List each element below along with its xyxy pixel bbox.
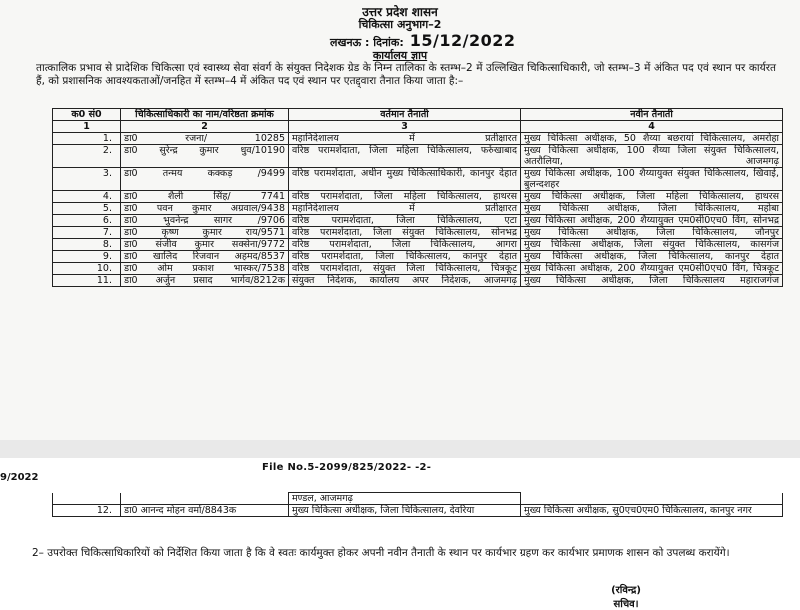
row-current: वरिष्ठ परामर्शदाता, जिला महिला चिकित्सालय, फर्रुखाबाद — [289, 145, 521, 168]
table-header-row — [53, 109, 783, 121]
row-new: मुख्य चिकित्सा अधीक्षक, जिला चिकित्सालय, जौनपुर — [521, 227, 783, 239]
row-sn: 7. — [53, 227, 121, 239]
row-name: डा0 ओम प्रकाश भास्कर/7538 — [121, 263, 289, 275]
office-memo-title: कार्यालय ज्ञाप — [372, 49, 428, 62]
row-new: मुख्य चिकित्सा अधीक्षक, सु0एच0एम0 चिकित्सालय, कानपुर नगर — [521, 505, 783, 517]
row-name: डा0 आनन्द मोहन वर्मा/8843क — [121, 505, 289, 517]
paragraph-2: 2– उपरोक्त चिकित्साधिकारियों को निर्देशित किया जाता है कि वे स्वतः कार्यमुक्त होकर अपनी नवीन तैनाती के स्थान पर कार्यभार ग्रहण कर कार्यभार प्रमाणक शासन को उपलब्ध करायेंगे। — [32, 547, 730, 559]
row-new: मुख्य चिकित्सा अधीक्षक, जिला महिला चिकित्सालय, हाथरस — [521, 191, 783, 203]
row-sn: 2. — [53, 145, 121, 168]
col-number: 4 — [521, 121, 783, 133]
row-sn: 1. — [53, 133, 121, 145]
row-sn: 11. — [53, 275, 121, 287]
column-number-row — [53, 121, 783, 133]
row-name: डा0 संजीव कुमार सक्सेना/9772 — [121, 239, 289, 251]
signature-block — [586, 582, 666, 610]
row-current: महानिदेशालय में प्रतीक्षारत — [289, 203, 521, 215]
table-row — [53, 493, 783, 505]
row-new: मुख्य चिकित्सा अधीक्षक, 200 शैय्यायुक्त एम0सी0एच0 विंग, चित्रकूट — [521, 263, 783, 275]
intro-paragraph: तात्कालिक प्रभाव से प्रादेशिक चिकित्सा एवं स्वास्थ्य सेवा संवर्ग के संयुक्त निदेशक ग्रेड के निम्न तालिका के स्तम्भ–2 में उल्लिखित चिकित्साधिकारी, जो स्तम्भ–3 में अंकित पद एवं स्थान पर कार्यरत हैं, को प्रशासनिक आवश्यकताओं/जनहित में स्तम्भ–4 में अंकित पद एवं स्थान पर एतद्द्वारा तैनात किया जाता है:– — [36, 62, 776, 87]
row-new: मुख्य चिकित्सा अधीक्षक, जिला चिकित्सालय, कानपुर देहात — [521, 251, 783, 263]
row-sn: 5. — [53, 203, 121, 215]
col-number: 2 — [121, 121, 289, 133]
page-break — [0, 440, 800, 458]
signatory-name: (रविन्द्र) — [611, 585, 641, 596]
row-name: डा0 कृष्ण कुमार राय/9571 — [121, 227, 289, 239]
posting-table-continued — [52, 492, 783, 517]
memo-date: 15/12/2022 — [409, 31, 516, 50]
row-sn: 8. — [53, 239, 121, 251]
row-current: वरिष्ठ परामर्शदाता, अधीन मुख्य चिकित्साधिकारी, कानपुर देहात — [289, 168, 521, 191]
row-sn: 6. — [53, 215, 121, 227]
row-sn: 3. — [53, 168, 121, 191]
row-name: डा0 सुरेन्द्र कुमार धुव/10190 — [121, 145, 289, 168]
row-new: मुख्य चिकित्सा अधीक्षक, 200 शैय्यायुक्त एम0सी0एच0 विंग, सोनभद्र — [521, 215, 783, 227]
carry-over-cell: मण्डल, आजमगढ़ — [289, 493, 521, 505]
row-current: वरिष्ठ परामर्शदाता, जिला चिकित्सालय, आगरा — [289, 239, 521, 251]
col-number: 1 — [53, 121, 121, 133]
row-name: डा0 पवन कुमार अग्रवाल/9438 — [121, 203, 289, 215]
table-row — [53, 227, 783, 239]
col-header-sn: क0 सं0 — [53, 109, 121, 121]
row-current: महानिदेशालय में प्रतीक्षारत — [289, 133, 521, 145]
row-current: वरिष्ठ परामर्शदाता, जिला चिकित्सालय, एटा — [289, 215, 521, 227]
row-sn: 9. — [53, 251, 121, 263]
row-new: मुख्य चिकित्सा अधीक्षक, जिला संयुक्त चिकित्सालय, कासगंज — [521, 239, 783, 251]
row-name: डा0 रजना/ 10285 — [121, 133, 289, 145]
table-row — [53, 215, 783, 227]
row-new: मुख्य चिकित्सा अधीक्षक, 50 शैय्या बछरायां चिकित्सालय, अमरोहा — [521, 133, 783, 145]
col-header-current: वर्तमान तैनाती — [289, 109, 521, 121]
row-current: मुख्य चिकित्सा अधीक्षक, जिला चिकित्सालय, देवरिया — [289, 505, 521, 517]
row-name: डा0 अर्जुन प्रसाद भार्गव/8212क — [121, 275, 289, 287]
row-new: मुख्य चिकित्सा अधीक्षक, 100 शैय्यायुक्त संयुक्त चिकित्सालय, खिवाई, बुलन्दशहर — [521, 168, 783, 191]
row-name: डा0 भुवनेन्द्र सागर /9706 — [121, 215, 289, 227]
table-row — [53, 145, 783, 168]
row-current: संयुक्त निदेशक, कार्यालय अपर निदेशक, आजमगढ़ — [289, 275, 521, 287]
table-row — [53, 203, 783, 215]
row-sn: 12. — [53, 505, 121, 517]
row-new: मुख्य चिकित्सा अधीक्षक, जिला चिकित्सालय महाराजगंज — [521, 275, 783, 287]
table-row — [53, 251, 783, 263]
col-header-name: चिकित्साधिकारी का नाम/वरिष्ठता क्रमांक — [121, 109, 289, 121]
row-current: वरिष्ठ परामर्शदाता, जिला महिला चिकित्सालय, हाथरस — [289, 191, 521, 203]
place-label: लखनऊ : दिनांक: — [330, 36, 404, 49]
government-name: उत्तर प्रदेश शासन — [362, 5, 438, 19]
row-sn: 10. — [53, 263, 121, 275]
posting-table-body — [53, 133, 783, 287]
row-name: डा0 शैली सिंह/ 7741 — [121, 191, 289, 203]
table-row — [53, 275, 783, 287]
table-row — [53, 239, 783, 251]
table-row — [53, 133, 783, 145]
col-number: 3 — [289, 121, 521, 133]
table-row — [53, 168, 783, 191]
date-fragment: 9/2022 — [0, 472, 39, 483]
row-current: वरिष्ठ परामर्शदाता, जिला संयुक्त चिकित्सालय, सोनभद्र — [289, 227, 521, 239]
table-row — [53, 505, 783, 517]
posting-table — [52, 108, 783, 287]
table-row — [53, 263, 783, 275]
row-current: वरिष्ठ परामर्शदाता, जिला चिकित्सालय, कानपुर देहात — [289, 251, 521, 263]
file-number: File No.5-2099/825/2022- -2- — [262, 462, 432, 473]
row-new: मुख्य चिकित्सा अधीक्षक, जिला चिकित्सालय, महोबा — [521, 203, 783, 215]
table-row — [53, 191, 783, 203]
row-sn: 4. — [53, 191, 121, 203]
signatory-designation: सचिव। — [613, 599, 639, 610]
document-page-2 — [0, 458, 800, 600]
col-header-new: नवीन तैनाती — [521, 109, 783, 121]
row-current: वरिष्ठ परामर्शदाता, संयुक्त जिला चिकित्सालय, चित्रकूट — [289, 263, 521, 275]
row-new: मुख्य चिकित्सा अधीक्षक, 100 शैय्या जिला संयुक्त चिकित्सालय, अतरौलिया, आजमगढ़ — [521, 145, 783, 168]
department-section: चिकित्सा अनुभाग–2 — [358, 18, 442, 31]
row-name: डा0 तन्मय कक्कड़ /9499 — [121, 168, 289, 191]
row-name: डा0 खालिद रिजवान अहमद/8537 — [121, 251, 289, 263]
